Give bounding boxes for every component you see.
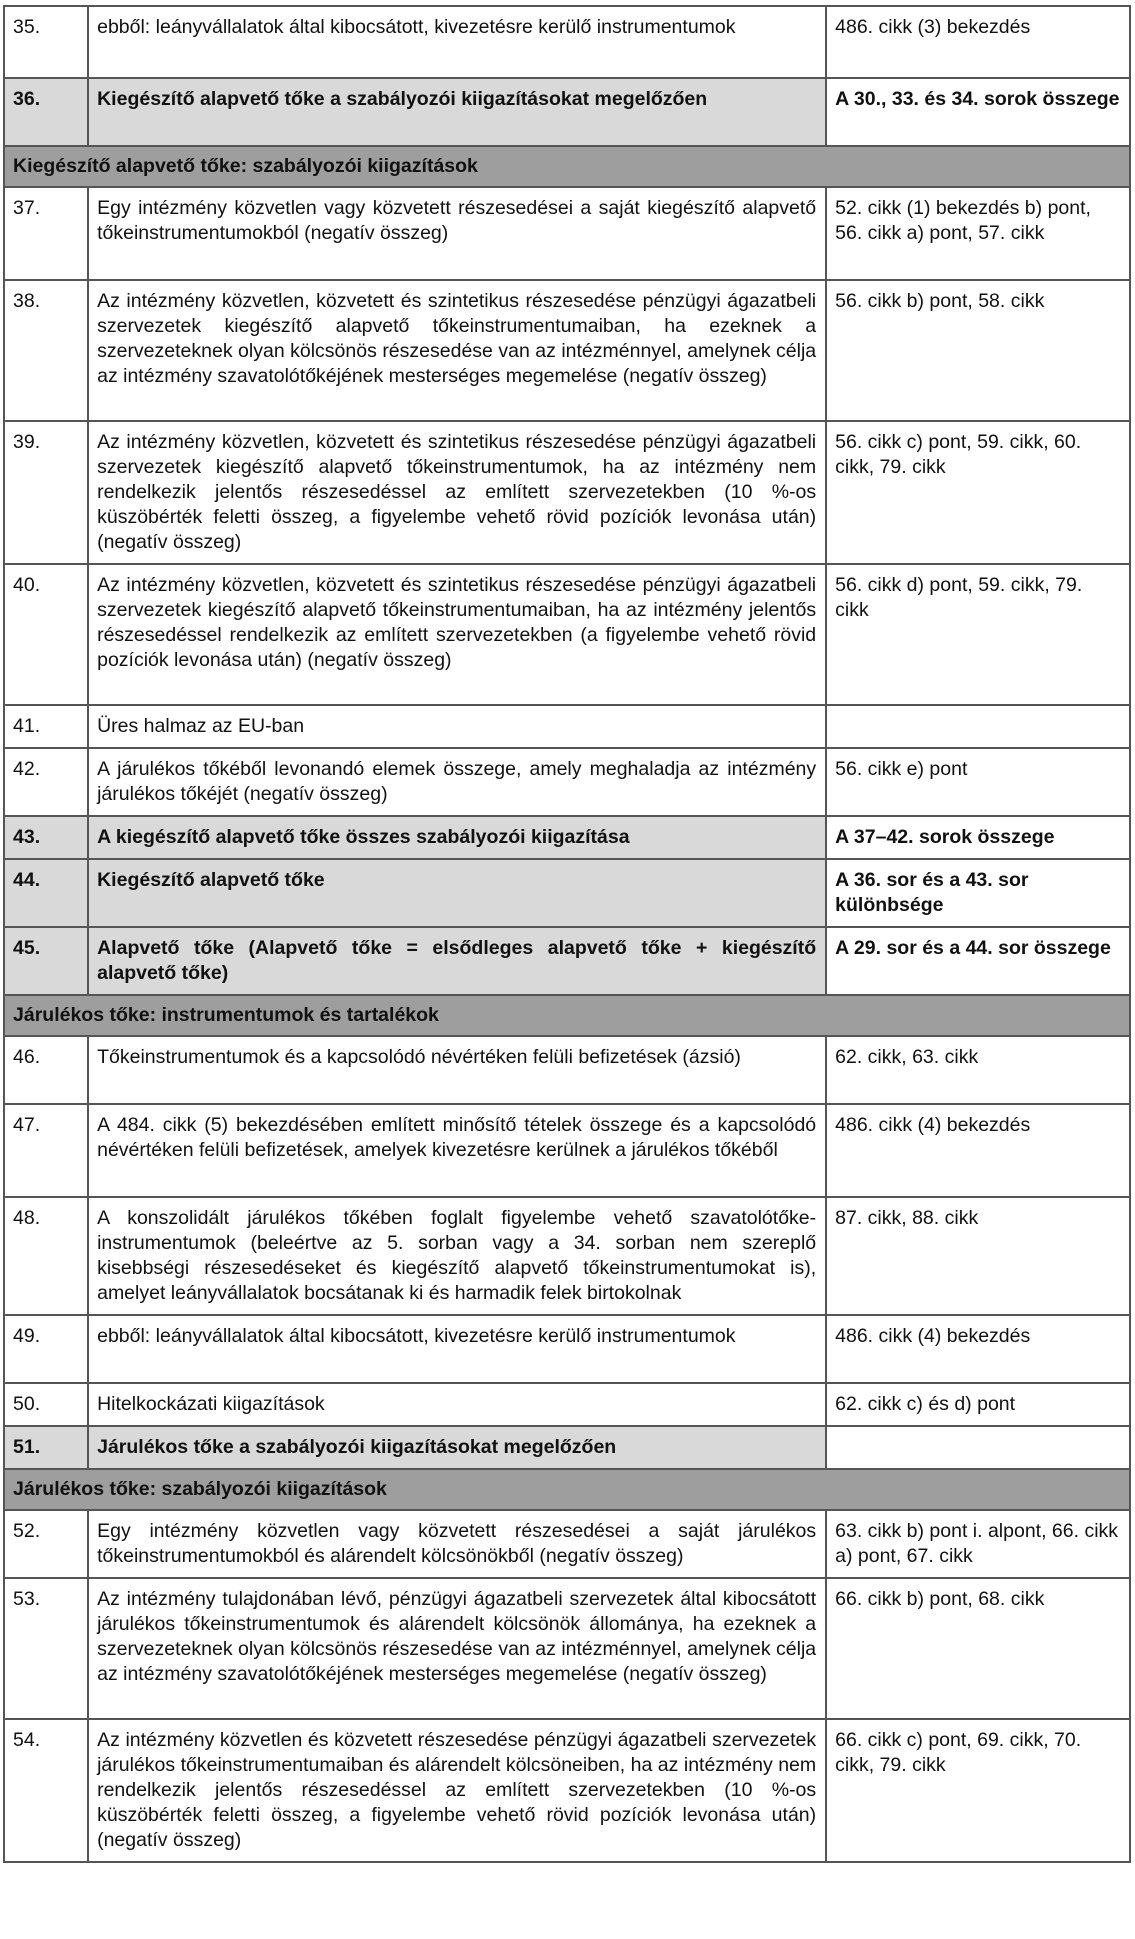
row-reference-cell: 56. cikk b) pont, 58. cikk xyxy=(826,280,1130,421)
row-reference-cell xyxy=(826,1426,1130,1469)
section-header-row xyxy=(4,1469,1130,1510)
row-reference-cell: 486. cikk (4) bekezdés xyxy=(826,1315,1130,1383)
row-number-cell: 46. xyxy=(4,1036,88,1104)
row-number-cell: 37. xyxy=(4,187,88,280)
row-reference-cell: 486. cikk (3) bekezdés xyxy=(826,6,1130,78)
row-number-cell: 39. xyxy=(4,421,88,564)
row-reference-cell: A 30., 33. és 34. sorok összege xyxy=(826,78,1130,146)
row-reference-cell: A 37–42. sorok összege xyxy=(826,816,1130,859)
table-row xyxy=(4,78,1130,146)
table-row xyxy=(4,1426,1130,1469)
row-number-cell: 44. xyxy=(4,859,88,927)
row-reference-cell xyxy=(826,705,1130,748)
row-reference-cell: A 29. sor és a 44. sor összege xyxy=(826,927,1130,995)
row-description-cell: ebből: leányvállalatok által kibocsátott, kivezetésre kerülő instrumentumok xyxy=(88,6,826,78)
row-description-cell: Tőkeinstrumentumok és a kapcsolódó névértéken felüli befizetések (ázsió) xyxy=(88,1036,826,1104)
row-number-cell: 52. xyxy=(4,1510,88,1578)
section-title: Járulékos tőke: szabályozói kiigazítások xyxy=(4,1469,1130,1510)
row-description-cell: Hitelkockázati kiigazítások xyxy=(88,1383,826,1426)
table-row xyxy=(4,421,1130,564)
row-number-cell: 40. xyxy=(4,564,88,705)
row-number-cell: 45. xyxy=(4,927,88,995)
row-description-cell: Az intézmény közvetlen, közvetett és szintetikus részesedése pénzügyi ágazatbeli szervezetek kiegészítő alapvető tőkeinstrumentumok, ha az intézmény nem rendelkezik jelentős részesedéssel az említett szervezetekben (10 %-os küszöbérték feletti összeg, a figyelembe vehető rövid pozíciók levonása után) (negatív összeg) xyxy=(88,421,826,564)
row-description-cell: Alapvető tőke (Alapvető tőke = elsődleges alapvető tőke + kiegészítő alapvető tőke) xyxy=(88,927,826,995)
row-number-cell: 53. xyxy=(4,1578,88,1719)
table-row xyxy=(4,280,1130,421)
row-number-cell: 42. xyxy=(4,748,88,816)
section-title: Járulékos tőke: instrumentumok és tartalékok xyxy=(4,995,1130,1036)
row-description-cell: Az intézmény közvetlen, közvetett és szintetikus részesedése pénzügyi ágazatbeli szervezetek kiegészítő alapvető tőkeinstrumentumaiban, ha ezeknek a szervezeteknek olyan kölcsönös részesedése van az intézménnyel, amelynek célja az intézmény szavatolótőkéjének mesterséges megemelése (negatív összeg) xyxy=(88,280,826,421)
row-reference-cell: 87. cikk, 88. cikk xyxy=(826,1197,1130,1315)
row-reference-cell: 62. cikk, 63. cikk xyxy=(826,1036,1130,1104)
row-description-cell: Az intézmény tulajdonában lévő, pénzügyi ágazatbeli szervezetek által kibocsátott járulékos tőkeinstrumentumok és alárendelt kölcsönök állománya, ha ezeknek a szervezeteknek olyan kölcsönös részesedése van az intézménnyel, amelynek célja az intézmény szavatolótőkéjének mesterséges megemelése (negatív összeg) xyxy=(88,1578,826,1719)
row-number-cell: 54. xyxy=(4,1719,88,1862)
table-row xyxy=(4,1719,1130,1862)
table-row xyxy=(4,1197,1130,1315)
row-number-cell: 49. xyxy=(4,1315,88,1383)
table-row xyxy=(4,564,1130,705)
row-description-cell: A 484. cikk (5) bekezdésében említett minősítő tételek összege és a kapcsolódó névértéken felüli befizetések, amelyek kivezetésre kerülnek a járulékos tőkéből xyxy=(88,1104,826,1197)
table-row xyxy=(4,187,1130,280)
section-header-row xyxy=(4,146,1130,187)
row-description-cell: Az intézmény közvetlen és közvetett részesedése pénzügyi ágazatbeli szervezetek járulékos tőkeinstrumentumaiban és alárendelt kölcsöneiben, ha az intézmény nem rendelkezik jelentős részesedéssel az említett szervezetekben (10 %-os küszöbérték feletti összeg, a figyelembe vehető rövid pozíciók levonása után) (negatív összeg) xyxy=(88,1719,826,1862)
row-description-cell: A kiegészítő alapvető tőke összes szabályozói kiigazítása xyxy=(88,816,826,859)
row-description-cell: Járulékos tőke a szabályozói kiigazításokat megelőzően xyxy=(88,1426,826,1469)
row-description-cell: ebből: leányvállalatok által kibocsátott, kivezetésre kerülő instrumentumok xyxy=(88,1315,826,1383)
capital-items-table xyxy=(3,5,1131,1863)
table-row xyxy=(4,1036,1130,1104)
table-row xyxy=(4,1315,1130,1383)
row-reference-cell: 62. cikk c) és d) pont xyxy=(826,1383,1130,1426)
section-header-row xyxy=(4,995,1130,1036)
row-description-cell: A járulékos tőkéből levonandó elemek összege, amely meghaladja az intézmény járulékos tőkéjét (negatív összeg) xyxy=(88,748,826,816)
table-row xyxy=(4,816,1130,859)
row-number-cell: 51. xyxy=(4,1426,88,1469)
row-reference-cell: 63. cikk b) pont i. alpont, 66. cikk a) pont, 67. cikk xyxy=(826,1510,1130,1578)
row-description-cell: A konszolidált járulékos tőkében foglalt figyelembe vehető szavatolótőkeinstrumentumok (beleértve az 5. sorban vagy a 34. sorban nem szereplő kisebbségi részesedéseket és kiegészítő alapvető tőkeinstrumentumokat is), amelyet leányvállalatok bocsátanak ki és harmadik felek birtokolnak xyxy=(88,1197,826,1315)
row-reference-cell: 66. cikk c) pont, 69. cikk, 70. cikk, 79. cikk xyxy=(826,1719,1130,1862)
table-row xyxy=(4,705,1130,748)
row-description-cell: Egy intézmény közvetlen vagy közvetett részesedései a saját kiegészítő alapvető tőkeinstrumentumokból (negatív összeg) xyxy=(88,187,826,280)
table-row xyxy=(4,927,1130,995)
row-description-cell: Egy intézmény közvetlen vagy közvetett részesedései a saját járulékos tőkeinstrumentumokból és alárendelt kölcsönökből (negatív összeg) xyxy=(88,1510,826,1578)
row-number-cell: 41. xyxy=(4,705,88,748)
row-reference-cell: 56. cikk d) pont, 59. cikk, 79. cikk xyxy=(826,564,1130,705)
row-reference-cell: 52. cikk (1) bekezdés b) pont, 56. cikk a) pont, 57. cikk xyxy=(826,187,1130,280)
table-row xyxy=(4,1104,1130,1197)
row-reference-cell: 66. cikk b) pont, 68. cikk xyxy=(826,1578,1130,1719)
row-number-cell: 50. xyxy=(4,1383,88,1426)
row-number-cell: 36. xyxy=(4,78,88,146)
row-number-cell: 43. xyxy=(4,816,88,859)
row-description-cell: Kiegészítő alapvető tőke xyxy=(88,859,826,927)
row-reference-cell: 56. cikk c) pont, 59. cikk, 60. cikk, 79. cikk xyxy=(826,421,1130,564)
table-row xyxy=(4,859,1130,927)
table-body xyxy=(4,6,1130,1862)
row-number-cell: 38. xyxy=(4,280,88,421)
row-reference-cell: A 36. sor és a 43. sor különbsége xyxy=(826,859,1130,927)
row-number-cell: 48. xyxy=(4,1197,88,1315)
row-number-cell: 47. xyxy=(4,1104,88,1197)
row-reference-cell: 486. cikk (4) bekezdés xyxy=(826,1104,1130,1197)
table-row xyxy=(4,6,1130,78)
row-description-cell: Kiegészítő alapvető tőke a szabályozói kiigazításokat megelőzően xyxy=(88,78,826,146)
table-row xyxy=(4,1510,1130,1578)
table-row xyxy=(4,748,1130,816)
table-row xyxy=(4,1383,1130,1426)
row-reference-cell: 56. cikk e) pont xyxy=(826,748,1130,816)
row-description-cell: Üres halmaz az EU-ban xyxy=(88,705,826,748)
row-description-cell: Az intézmény közvetlen, közvetett és szintetikus részesedése pénzügyi ágazatbeli szervezetek kiegészítő alapvető tőkeinstrumentumaiban, ha az intézmény jelentős részesedéssel rendelkezik az említett szervezetekben (a figyelembe vehető rövid pozíciók levonása után) (negatív összeg) xyxy=(88,564,826,705)
row-number-cell: 35. xyxy=(4,6,88,78)
table-row xyxy=(4,1578,1130,1719)
section-title: Kiegészítő alapvető tőke: szabályozói kiigazítások xyxy=(4,146,1130,187)
